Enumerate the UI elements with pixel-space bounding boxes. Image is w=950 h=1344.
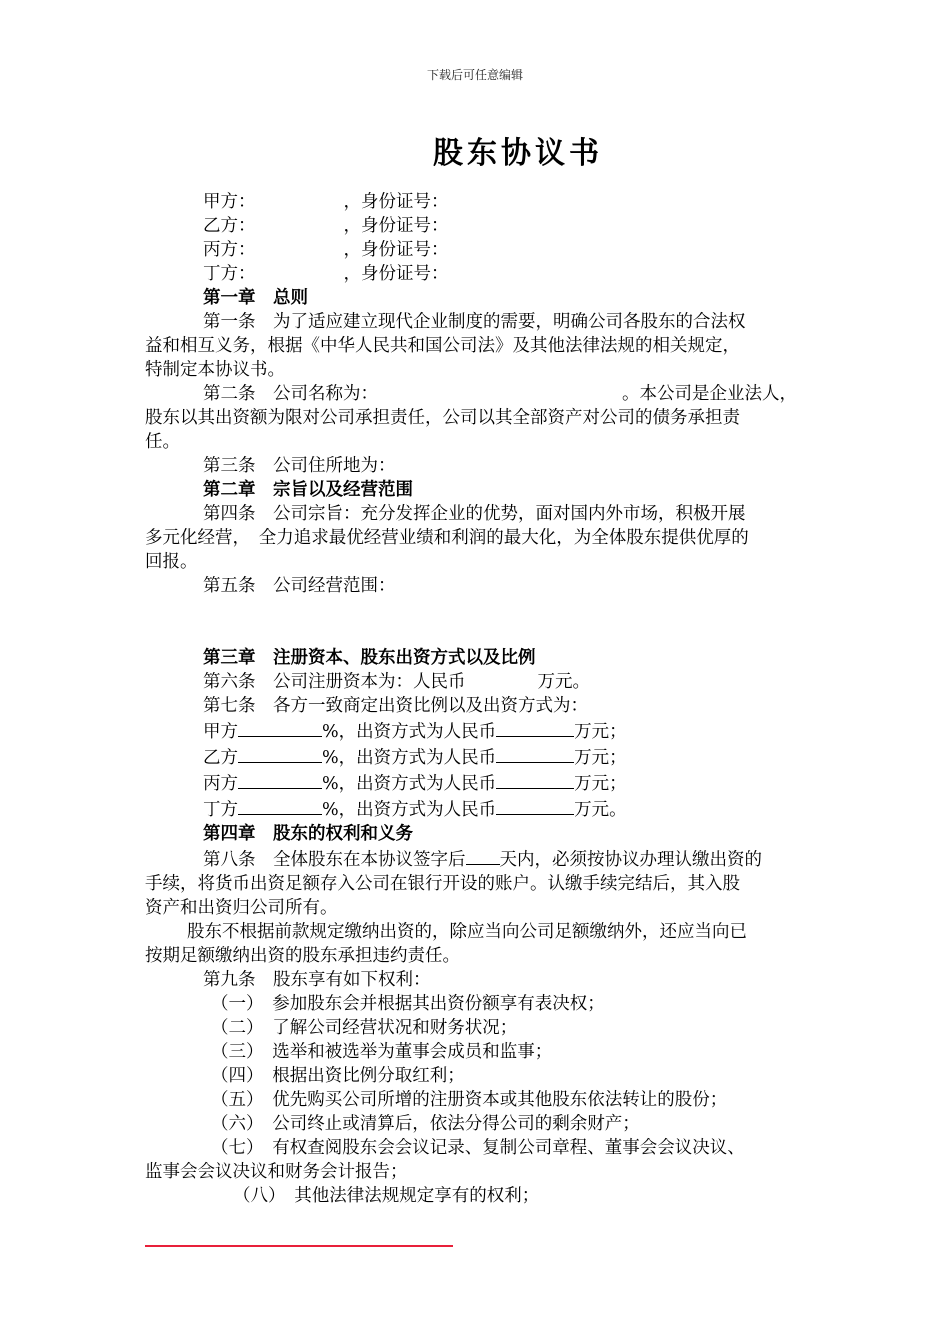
article-text bbox=[145, 382, 810, 406]
chapter-heading: 第四章 股东的权利和义务 bbox=[203, 824, 413, 844]
party-line bbox=[145, 214, 810, 238]
article-text: 第九条 股东享有如下权利： bbox=[203, 970, 431, 990]
blank-underline bbox=[238, 796, 322, 815]
article-text: 股东以其出资额为限对公司承担责任，公司以其全部资产对公司的债务承担责 bbox=[145, 408, 740, 428]
article-text: 任。 bbox=[145, 432, 180, 452]
id-label: ，身份证号： bbox=[343, 240, 449, 260]
blank-underline bbox=[238, 718, 322, 737]
article-text bbox=[145, 846, 810, 872]
share-text: %，出资方式为人民币 bbox=[322, 800, 497, 820]
right-item: （二） 了解公司经营状况和财务状况； bbox=[211, 1018, 518, 1038]
chapter-heading: 第三章 注册资本、股东出资方式以及比例 bbox=[203, 648, 536, 668]
blank-underline bbox=[496, 744, 574, 763]
article-text: 益和相互义务，根据《中华人民共和国公司法》及其他法律法规的相关规定， bbox=[145, 336, 740, 356]
document-title: 股东协议书 bbox=[433, 136, 603, 171]
footer-divider bbox=[145, 1245, 453, 1247]
party-line bbox=[145, 238, 810, 262]
share-text: %，出资方式为人民币 bbox=[322, 748, 497, 768]
share-text: %，出资方式为人民币 bbox=[322, 774, 497, 794]
article-text bbox=[145, 670, 810, 694]
blank-underline bbox=[466, 846, 500, 865]
party-label: 甲方： bbox=[203, 192, 256, 212]
blank-underline bbox=[238, 744, 322, 763]
document-body bbox=[145, 190, 810, 1208]
blank-underline bbox=[238, 770, 322, 789]
party-line bbox=[145, 190, 810, 214]
article-text: 资产和出资归公司所有。 bbox=[145, 898, 338, 918]
blank-space bbox=[145, 598, 810, 646]
article-text: 第一条 为了适应建立现代企业制度的需要，明确公司各股东的合法权 bbox=[203, 312, 746, 332]
share-text: 万元； bbox=[574, 748, 627, 768]
article-fragment: 第二条 公司名称为： bbox=[203, 384, 378, 404]
share-line bbox=[145, 718, 810, 744]
share-party: 丁方 bbox=[203, 800, 238, 820]
share-text: 万元。 bbox=[574, 800, 627, 820]
chapter-heading: 第二章 宗旨以及经营范围 bbox=[203, 480, 413, 500]
right-item: （八） 其他法律法规规定享有的权利； bbox=[233, 1186, 540, 1206]
article-fragment: 万元。 bbox=[537, 672, 590, 692]
article-fragment: 。本公司是企业法人， bbox=[622, 384, 797, 404]
article-fragment: 第六条 公司注册资本为：人民币 bbox=[203, 672, 466, 692]
share-text: %，出资方式为人民币 bbox=[322, 722, 497, 742]
chapter-heading: 第一章 总则 bbox=[203, 288, 308, 308]
share-text: 万元； bbox=[574, 722, 627, 742]
blank-underline bbox=[496, 770, 574, 789]
party-line bbox=[145, 262, 810, 286]
right-item: 监事会会议决议和财务会计报告； bbox=[145, 1162, 408, 1182]
id-label: ，身份证号： bbox=[343, 192, 449, 212]
id-label: ，身份证号： bbox=[343, 216, 449, 236]
share-line bbox=[145, 796, 810, 822]
article-text: 多元化经营， 全力追求最优经营业绩和利润的最大化，为全体股东提供优厚的 bbox=[145, 528, 749, 548]
article-text: 第七条 各方一致商定出资比例以及出资方式为： bbox=[203, 696, 588, 716]
article-text: 回报。 bbox=[145, 552, 198, 572]
article-text: 第四条 公司宗旨：充分发挥企业的优势，面对国内外市场，积极开展 bbox=[203, 504, 746, 524]
article-text: 第五条 公司经营范围： bbox=[203, 576, 396, 596]
article-text: 第三条 公司住所地为： bbox=[203, 456, 396, 476]
right-item: （六） 公司终止或清算后，依法分得公司的剩余财产； bbox=[211, 1114, 640, 1134]
right-item: （三） 选举和被选举为董事会成员和监事； bbox=[211, 1042, 553, 1062]
article-text: 手续，将货币出资足额存入公司在银行开设的账户。认缴手续完结后，其入股 bbox=[145, 874, 740, 894]
id-label: ，身份证号： bbox=[343, 264, 449, 284]
blank-underline bbox=[496, 718, 574, 737]
article-text: 特制定本协议书。 bbox=[145, 360, 285, 380]
share-line bbox=[145, 770, 810, 796]
share-party: 乙方 bbox=[203, 748, 238, 768]
party-label: 丙方： bbox=[203, 240, 256, 260]
share-party: 丙方 bbox=[203, 774, 238, 794]
right-item: （四） 根据出资比例分取红利； bbox=[211, 1066, 465, 1086]
article-text: 股东不根据前款规定缴纳出资的，除应当向公司足额缴纳外，还应当向已 bbox=[187, 922, 747, 942]
article-text: 按期足额缴纳出资的股东承担违约责任。 bbox=[145, 946, 460, 966]
article-fragment: 天内，必须按协议办理认缴出资的 bbox=[499, 850, 762, 870]
share-text: 万元； bbox=[574, 774, 627, 794]
right-item: （七） 有权查阅股东会会议记录、复制公司章程、董事会会议决议、 bbox=[211, 1138, 745, 1158]
share-line bbox=[145, 744, 810, 770]
party-label: 乙方： bbox=[203, 216, 256, 236]
party-label: 丁方： bbox=[203, 264, 256, 284]
right-item: （一） 参加股东会并根据其出资份额享有表决权； bbox=[211, 994, 605, 1014]
article-fragment: 第八条 全体股东在本协议签字后 bbox=[203, 850, 466, 870]
share-party: 甲方 bbox=[203, 722, 238, 742]
right-item: （五） 优先购买公司所增的注册资本或其他股东依法转让的股份； bbox=[211, 1090, 728, 1110]
blank-underline bbox=[496, 796, 574, 815]
header-note: 下载后可任意编辑 bbox=[426, 68, 523, 82]
